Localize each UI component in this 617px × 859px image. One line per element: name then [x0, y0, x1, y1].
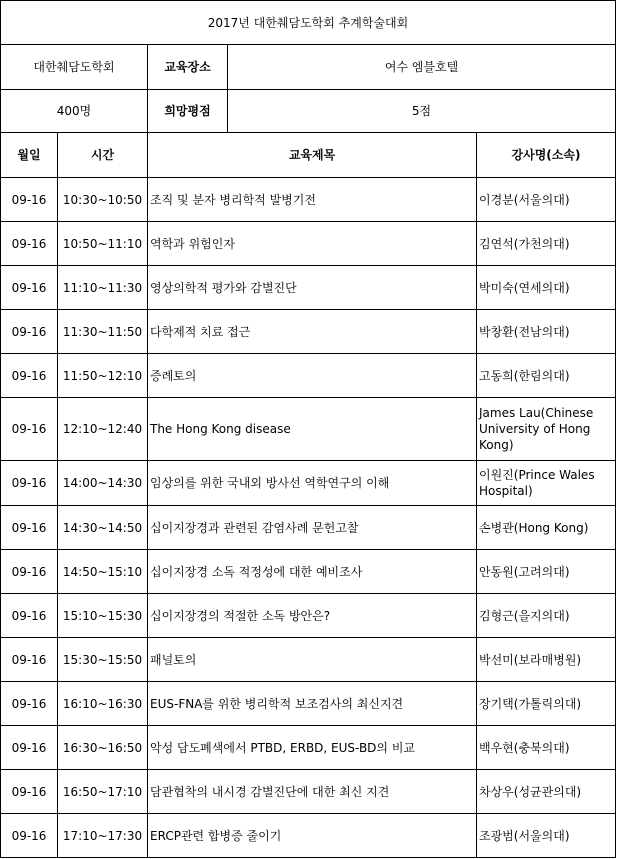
title-row	[1, 1, 616, 45]
row-date: 09-16	[1, 594, 58, 638]
row-time: 11:50~12:10	[58, 354, 148, 398]
row-time: 15:30~15:50	[58, 638, 148, 682]
row-time: 14:00~14:30	[58, 461, 148, 506]
row-subject: 십이지장경 소독 적정성에 대한 예비조사	[148, 550, 477, 594]
row-date: 09-16	[1, 726, 58, 770]
row-time: 10:50~11:10	[58, 222, 148, 266]
table-row	[1, 266, 616, 310]
row-time: 11:30~11:50	[58, 310, 148, 354]
row-time: 16:10~16:30	[58, 682, 148, 726]
row-date: 09-16	[1, 310, 58, 354]
row-lecturer: 백우현(충북의대)	[477, 726, 616, 770]
row-lecturer: 안동원(고려의대)	[477, 550, 616, 594]
header-row	[1, 133, 616, 178]
row-time: 10:30~10:50	[58, 178, 148, 222]
score-value: 5점	[228, 90, 616, 133]
table-row	[1, 506, 616, 550]
row-lecturer: 김형근(을지의대)	[477, 594, 616, 638]
row-lecturer: James Lau(Chinese University of Hong Kong)	[477, 398, 616, 461]
row-date: 09-16	[1, 178, 58, 222]
row-time: 14:30~14:50	[58, 506, 148, 550]
table-row	[1, 222, 616, 266]
table-row	[1, 354, 616, 398]
table-row	[1, 726, 616, 770]
header-date: 월일	[1, 133, 58, 178]
header-subject: 교육제목	[148, 133, 477, 178]
row-date: 09-16	[1, 354, 58, 398]
row-subject: 담관협착의 내시경 감별진단에 대한 최신 지견	[148, 770, 477, 814]
row-lecturer: 이경분(서울의대)	[477, 178, 616, 222]
venue-label: 교육장소	[148, 45, 228, 90]
table-row	[1, 398, 616, 461]
table-row	[1, 310, 616, 354]
row-date: 09-16	[1, 770, 58, 814]
table-row	[1, 682, 616, 726]
row-date: 09-16	[1, 461, 58, 506]
row-time: 17:10~17:30	[58, 814, 148, 858]
row-lecturer: 박창환(전남의대)	[477, 310, 616, 354]
table-row	[1, 638, 616, 682]
row-lecturer: 고동희(한림의대)	[477, 354, 616, 398]
row-date: 09-16	[1, 638, 58, 682]
page-title: 2017년 대한췌담도학회 추계학술대회	[1, 1, 616, 45]
organization-name: 대한췌담도학회	[1, 45, 148, 90]
row-subject: 패널토의	[148, 638, 477, 682]
row-subject: 다학제적 치료 접근	[148, 310, 477, 354]
row-subject: ERCP관련 합병증 줄이기	[148, 814, 477, 858]
row-subject: 증례토의	[148, 354, 477, 398]
row-date: 09-16	[1, 398, 58, 461]
row-subject: 십이지장경과 관련된 감염사례 문헌고찰	[148, 506, 477, 550]
row-lecturer: 박미숙(연세의대)	[477, 266, 616, 310]
row-time: 15:10~15:30	[58, 594, 148, 638]
score-label: 희망평점	[148, 90, 228, 133]
row-subject: 영상의학적 평가와 감별진단	[148, 266, 477, 310]
table-row	[1, 770, 616, 814]
row-subject: 임상의를 위한 국내외 방사선 역학연구의 이해	[148, 461, 477, 506]
row-date: 09-16	[1, 222, 58, 266]
table-row	[1, 178, 616, 222]
row-date: 09-16	[1, 550, 58, 594]
row-time: 16:30~16:50	[58, 726, 148, 770]
row-lecturer: 김연석(가천의대)	[477, 222, 616, 266]
table-row	[1, 594, 616, 638]
table-row	[1, 461, 616, 506]
row-time: 16:50~17:10	[58, 770, 148, 814]
venue-value: 여수 엠블호텔	[228, 45, 616, 90]
row-subject: The Hong Kong disease	[148, 398, 477, 461]
table-row	[1, 814, 616, 858]
row-lecturer: 차상우(성균관의대)	[477, 770, 616, 814]
row-date: 09-16	[1, 814, 58, 858]
row-date: 09-16	[1, 682, 58, 726]
row-time: 11:10~11:30	[58, 266, 148, 310]
row-lecturer: 박선미(보라매병원)	[477, 638, 616, 682]
header-lecturer: 강사명(소속)	[477, 133, 616, 178]
row-lecturer: 장기택(가톨릭의대)	[477, 682, 616, 726]
attendee-count: 400명	[1, 90, 148, 133]
row-lecturer: 손병관(Hong Kong)	[477, 506, 616, 550]
header-time: 시간	[58, 133, 148, 178]
row-time: 12:10~12:40	[58, 398, 148, 461]
row-lecturer: 이원진(Prince Wales Hospital)	[477, 461, 616, 506]
row-time: 14:50~15:10	[58, 550, 148, 594]
row-subject: EUS-FNA를 위한 병리학적 보조검사의 최신지견	[148, 682, 477, 726]
row-subject: 역학과 위험인자	[148, 222, 477, 266]
table-row	[1, 550, 616, 594]
row-lecturer: 조광범(서울의대)	[477, 814, 616, 858]
info-row-score	[1, 90, 616, 133]
row-date: 09-16	[1, 506, 58, 550]
row-date: 09-16	[1, 266, 58, 310]
row-subject: 십이지장경의 적절한 소독 방안은?	[148, 594, 477, 638]
row-subject: 조직 및 분자 병리학적 발병기전	[148, 178, 477, 222]
info-row-venue	[1, 45, 616, 90]
row-subject: 악성 담도폐색에서 PTBD, ERBD, EUS-BD의 비교	[148, 726, 477, 770]
